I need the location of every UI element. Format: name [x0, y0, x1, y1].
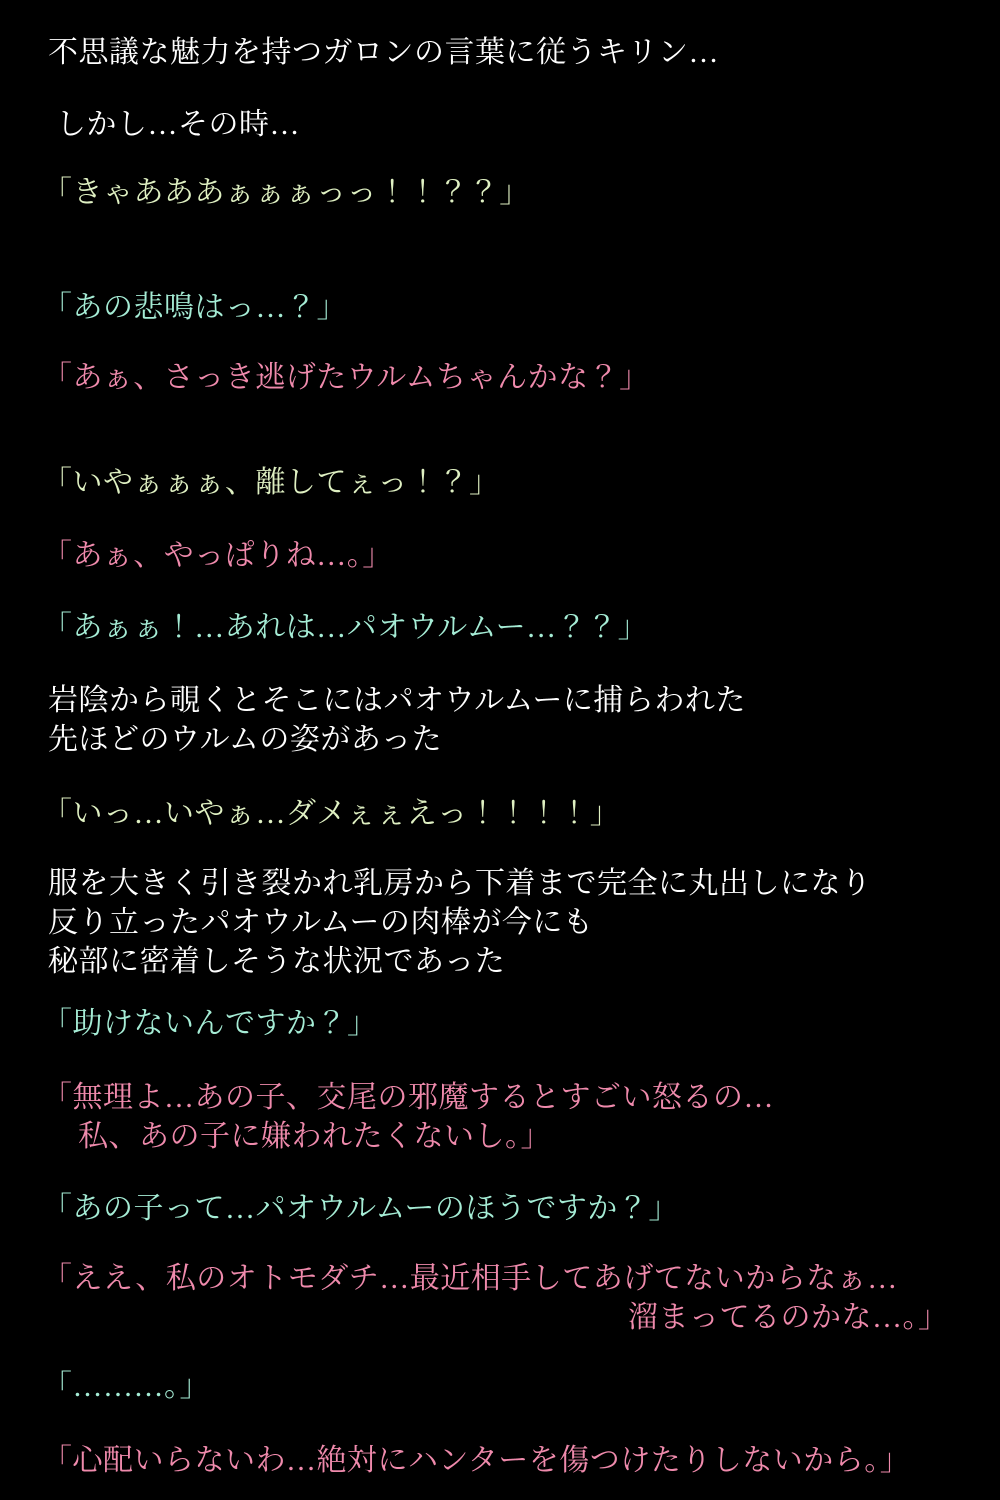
dialogue-line: 「あぁ、さっき逃げたウルムちゃんかな？」: [42, 361, 650, 394]
narration-line: 秘部に密着しそうな状況であった: [48, 945, 506, 978]
narration-line: 先ほどのウルムの姿があった: [48, 723, 443, 756]
narration-line: 不思議な魅力を持つガロンの言葉に従うキリン…: [48, 36, 719, 69]
dialogue-line: 「無理よ…あの子、交尾の邪魔するとすごい怒るの…: [42, 1081, 774, 1114]
narration-line: 岩陰から覗くとそこにはパオウルムーに捕らわれた: [48, 684, 746, 717]
dialogue-line: 私、あの子に嫌われたくないし。」: [78, 1120, 551, 1153]
narration-line: 反り立ったパオウルムーの肉棒が今にも: [48, 906, 594, 939]
dialogue-line: 「あぁぁ！…あれは…パオウルムー…？？」: [42, 611, 649, 644]
dialogue-line: 「………。」: [42, 1370, 210, 1403]
dialogue-line: 「あの悲鳴はっ…？」: [42, 291, 347, 324]
scream-dialogue-line: 「いっ…いやぁ…ダメぇぇえっ！！！！」: [42, 797, 621, 830]
scream-dialogue-line: 「いやぁぁぁ、離してぇっ！？」: [42, 466, 500, 499]
narration-line: しかし…その時…: [56, 108, 300, 141]
narration-line: 服を大きく引き裂かれ乳房から下着まで完全に丸出しになり: [48, 867, 872, 900]
dialogue-line: 「あの子って…パオウルムーのほうですか？」: [42, 1192, 679, 1225]
scream-dialogue-line: 「きゃあああぁぁぁっっ！！？？」: [42, 176, 530, 209]
dialogue-line: 「あぁ、やっぱりね…。」: [42, 539, 393, 572]
dialogue-line: 「心配いらないわ…絶対にハンターを傷つけたりしないから。」: [42, 1444, 911, 1477]
dialogue-line: 溜まってるのかな…。」: [628, 1301, 949, 1334]
dialogue-line: 「助けないんですか？」: [42, 1007, 378, 1040]
dialogue-line: 「ええ、私のオトモダチ…最近相手してあげてないからなぁ…: [42, 1262, 898, 1295]
